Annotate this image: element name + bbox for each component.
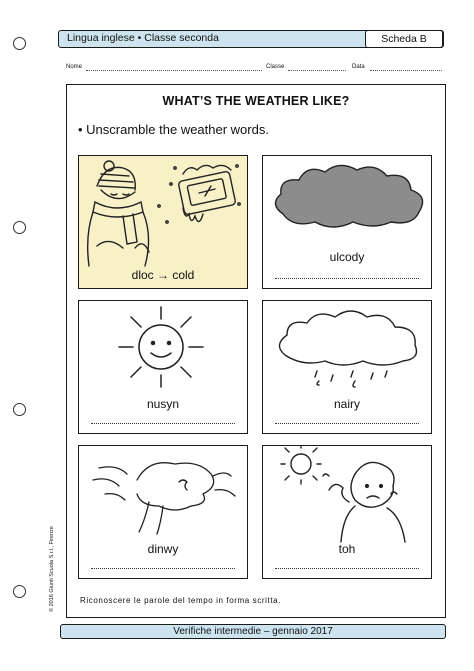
sheet-label: Scheda B: [365, 30, 443, 48]
scrambled-word: nusyn: [146, 397, 180, 411]
scrambled-word: dinwy: [147, 542, 179, 556]
copyright-text: © 2016 Giunti Scuola S.r.l., Firenze: [49, 526, 55, 612]
weather-card-rainy: [262, 300, 432, 434]
name-label: Nome: [66, 64, 83, 70]
binder-hole: [13, 37, 26, 50]
class-label: Classe: [266, 64, 285, 70]
windy-tree-icon: [79, 446, 249, 580]
sun-icon: [79, 301, 249, 435]
scrambled-word: dloc: [131, 268, 154, 282]
weather-card-cloudy: [262, 155, 432, 289]
hot-child-sun-icon: [263, 446, 433, 580]
student-fields: [60, 64, 444, 76]
date-label: Data: [352, 64, 365, 70]
header-bar: [58, 30, 444, 48]
learning-objective: Riconoscere le parole del tempo in forma scritta.: [80, 596, 282, 605]
subject-label: Lingua inglese • Classe seconda: [67, 32, 219, 44]
arrow-icon: →: [157, 268, 169, 282]
answer-word: cold: [172, 268, 195, 282]
worksheet-title: WHAT’S THE WEATHER LIKE?: [162, 94, 350, 108]
scrambled-word: toh: [338, 542, 356, 556]
answer-line[interactable]: [275, 423, 419, 424]
footer-bar: Verifiche intermedie – gennaio 2017: [60, 624, 446, 639]
answer-line[interactable]: [275, 278, 419, 279]
scrambled-word: ulcody: [329, 250, 365, 264]
date-field[interactable]: [370, 70, 442, 71]
cloud-icon: [263, 156, 433, 290]
binder-hole: [13, 221, 26, 234]
rain-cloud-icon: [263, 301, 433, 435]
answer-line[interactable]: [91, 423, 235, 424]
name-field[interactable]: [86, 70, 262, 71]
answer-line[interactable]: [275, 568, 419, 569]
scrambled-word: nairy: [333, 397, 360, 411]
answer-line[interactable]: [91, 568, 235, 569]
weather-card-cold: [78, 155, 248, 289]
binder-hole: [13, 403, 26, 416]
weather-card-windy: [78, 445, 248, 579]
instruction-text: • Unscramble the weather words.: [78, 122, 269, 137]
example-answer: [79, 268, 247, 282]
binder-hole: [13, 585, 26, 598]
class-field[interactable]: [288, 70, 346, 71]
weather-card-hot: [262, 445, 432, 579]
weather-card-sunny: [78, 300, 248, 434]
